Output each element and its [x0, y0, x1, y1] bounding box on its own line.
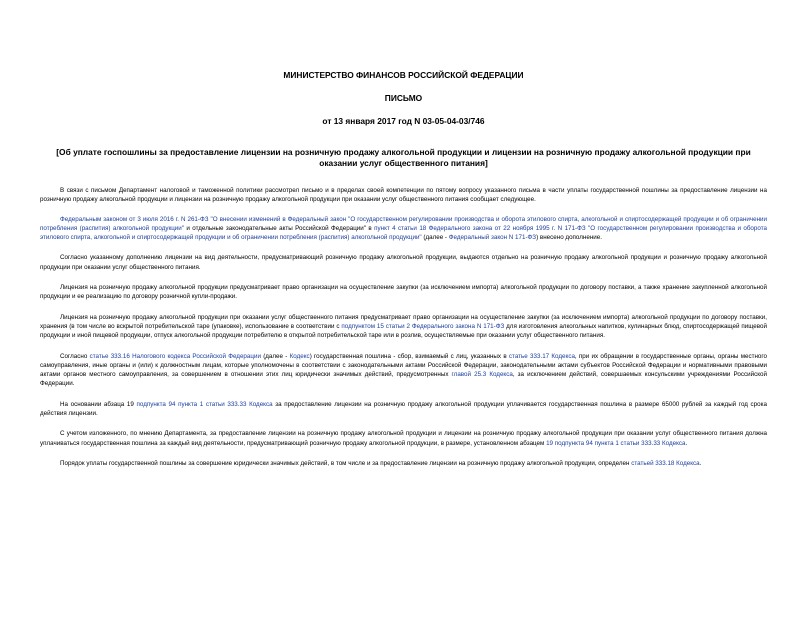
link-subparagraph-94-article-333-33[interactable]: подпункта 94 пункта 1 статьи 333.33 Кодекса [136, 400, 273, 408]
text-span: На основании абзаца 19 [60, 400, 137, 408]
paragraph-catering-license [40, 313, 767, 341]
document-type: ПИСЬМО [384, 93, 423, 103]
document-date-number: от 13 января 2017 год N 03-05-04-03/746 [322, 116, 485, 126]
text-span: . [685, 439, 688, 447]
link-article-333-18[interactable]: статьей 333.18 Кодекса [631, 459, 700, 467]
ministry-heading: МИНИСТЕРСТВО ФИНАНСОВ РОССИЙСКОЙ ФЕДЕРАЦИИ [283, 70, 524, 80]
paragraph-law-amendment [40, 215, 767, 243]
text-span: Согласно [60, 352, 90, 360]
link-code[interactable]: Кодекс [289, 352, 310, 360]
text-span: ) внесено дополнение. [536, 234, 602, 242]
paragraph-duty-amount [40, 400, 767, 419]
text-span: и отдельные законодательные акты Российской Федерации" в [183, 224, 375, 232]
link-article-333-17[interactable]: статье 333.17 Кодекса [508, 352, 575, 360]
paragraph-retail-license: Лицензия на розничную продажу алкогольной продукции предусматривает право организации на осуществление закупки (за исключением импорта) алкогольной продукции по договору поставки, а также хранение закупленной алкогольной продукции и ее реализацию по договору розничной купли-продажи. [40, 284, 767, 301]
link-chapter-25-3[interactable]: главой 25.3 Кодекса [451, 371, 513, 379]
link-article-18-law-171[interactable]: пункт 4 статьи 18 Федерального закона от 22 ноября 1995 г. N 171-ФЗ "О государственном регулировании производства и оборота этилового спирта, алкогольной и спиртосодержащей продукции и об ограничении потребления (распития) алкогольной продукции" [40, 224, 767, 242]
link-federal-law-261[interactable]: Федеральным законом от 3 июля 2016 г. N 261-ФЗ "О внесении изменений в Федеральный закон "О государственном регулировании производства и оборота этилового спирта, алкогольной и спиртосодержащей продукции и об ограничении потребления (распития) алкогольной продукции" [40, 215, 767, 232]
paragraph-state-duty-definition [40, 352, 767, 389]
text-span: за предоставление лицензии на розничную продажу алкогольной продукции уплачивается государственная пошлина в размере 65000 рублей за каждый год срока действия лицензии. [40, 400, 767, 418]
paragraph-conclusion [40, 429, 767, 448]
text-span: , за исключением действий, совершаемых консульскими учреждениями Российской Федерации. [40, 371, 767, 388]
text-span: для изготовления алкогольных напитков, кулинарных блюд, спиртосодержащей пищевой продукции и иной пищевой продукции, отпуск алкогольной продукции потребителю в открытой потребительской таре или в розлив, осуществляемые при оказании услуг общественного питания. [40, 322, 767, 340]
text-span: (далее - [421, 234, 449, 242]
text-span: С учетом изложенного, по мнению Департамента, за предоставление лицензии на розничную продажу алкогольной продукции и лицензии на розничную продажу алкогольной продукции при оказании услуг общественного питания должна уплачиваться государственная пошлина за каждый вид деятельности, предусматривающий розничную продажу алкогольной продукции, в размере, установленном абзацем [40, 430, 767, 447]
text-span: Лицензия на розничную продажу алкогольной продукции при оказании услуг общественного питания предусматривает право организации на осуществление закупки (за исключением импорта) алкогольной продукции по договору поставки, хранения (в том числе во вскрытой потребительской таре (упаковке), использование в соответствии с [40, 313, 767, 330]
text-span: . [699, 459, 702, 467]
text-span: , при их обращении в государственные органы, органы местного самоуправления, иные органы и (или) к должностным лицам, которые уполномочены в соответствии с законодательными актами Российской Федерации, законодательными актами субъектов Российской Федерации и нормативными правовыми актами органов местного самоуправления, за совершением в отношении этих лиц юридически значимых действий, предусмотренных [40, 352, 767, 379]
paragraph-intro: В связи с письмом Департамент налоговой и таможенной политики рассмотрел письмо и в пределах своей компетенции по пятому вопросу указанного письма в части уплаты государственной пошлины за предоставление лицензии на розничную продажу алкогольной продукции и лицензии на розничную продажу алкогольной продукции при оказании услуг общественного питания сообщает следующее. [40, 187, 767, 204]
paragraph-separate-licenses: Согласно указанному дополнению лицензии на вид деятельности, предусматривающий розничную продажу алкогольной продукции, выдаются отдельно на розничную продажу алкогольной продукции и розничную продажу алкогольной продукции при оказании услуг общественного питания. [40, 254, 767, 271]
link-subparagraph-15-article-2[interactable]: подпунктом 15 статьи 2 Федерального закона N 171-ФЗ [341, 322, 505, 330]
document-subject: [Об уплате госпошлины за предоставление лицензии на розничную продажу алкогольной продукции и лицензии на розничную продажу алкогольной продукции при оказании услуг общественного питания] [56, 147, 751, 168]
link-law-171[interactable]: Федеральный закон N 171-ФЗ [448, 234, 537, 242]
text-span: (далее - [260, 352, 290, 360]
link-paragraph-19-subparagraph-94[interactable]: 19 подпункта 94 пункта 1 статьи 333.33 Кодекса [546, 439, 686, 447]
text-span: Порядок уплаты государственной пошлины за совершение юридически значимых действий, в том числе и за предоставление лицензии на розничную продажу алкогольной продукции, определен [60, 459, 632, 467]
text-span: ) государственная пошлина - сбор, взимаемый с лиц, указанных в [309, 352, 509, 360]
paragraph-payment-procedure [40, 459, 767, 468]
link-article-333-16[interactable]: статье 333.16 Налогового кодекса Российской Федерации [89, 352, 261, 360]
document-page [0, 70, 807, 641]
